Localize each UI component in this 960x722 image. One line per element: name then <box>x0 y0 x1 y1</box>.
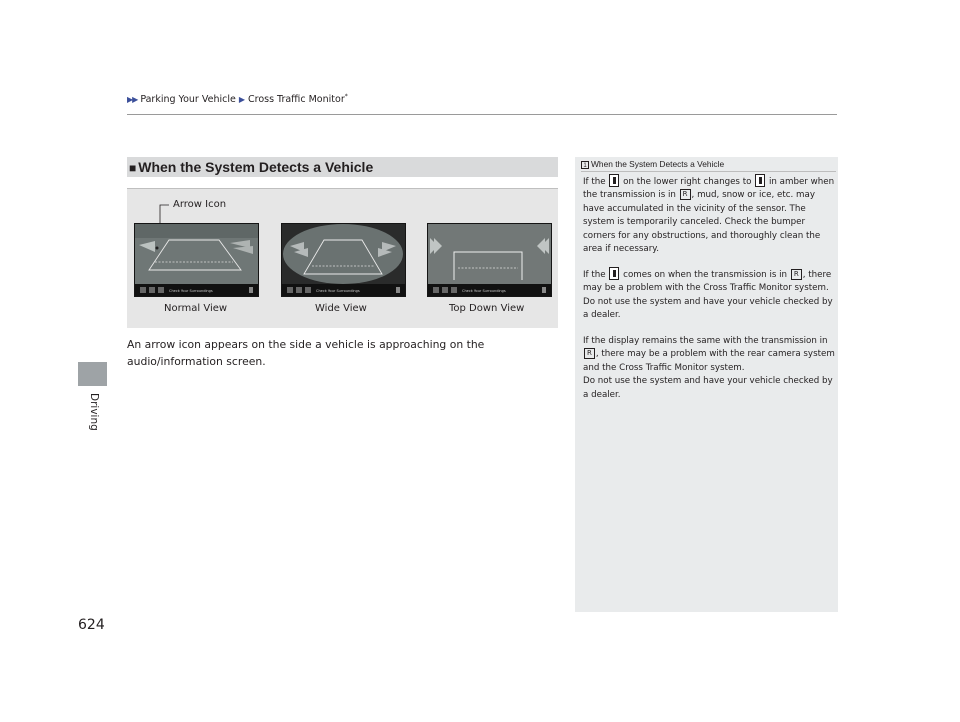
system-warning-icon <box>609 267 619 280</box>
breadcrumb-arrow-icon: ▶▶ <box>127 95 138 105</box>
top-down-view-screen <box>427 223 552 297</box>
svg-text:Check Your Surroundings: Check Your Surroundings <box>316 289 360 293</box>
side-note <box>575 157 838 612</box>
section-marker-icon: ■ <box>129 161 137 175</box>
reverse-gear-icon: R <box>680 189 691 200</box>
sensor-indicator-icon <box>609 174 619 187</box>
note-title: When the System Detects a Vehicle <box>591 159 725 169</box>
note-paragraph-2: If the comes on when the transmission is in R , there may be a problem with the Cross Traffic Monitor system. Do not use the system and have your vehicle checked by a dealer. <box>583 267 835 323</box>
breadcrumb-arrow-icon: ▶ <box>238 95 245 105</box>
wide-view-screen <box>281 223 406 297</box>
note-paragraph-1: If the on the lower right changes to in amber when the transmission is in R , mud, snow or ice, etc. may have accumulated in the vicinity of the sensor. The system is temporarily canceled. Check the bumper corners for any obstructions, and thoroughly clean the area if necessary. <box>583 174 835 256</box>
note-ref-icon: 1 <box>581 161 589 169</box>
note-rule <box>581 171 836 172</box>
note-paragraph-3: If the display remains the same with the transmission in R , there may be a problem with the rear camera system and the Cross Traffic Monitor system. Do not use the system and have your vehicle checked by a dealer. <box>583 336 835 400</box>
caption-normal-view: Normal View <box>164 303 228 314</box>
note-header <box>581 159 724 169</box>
sensor-off-indicator-icon <box>755 174 765 187</box>
section-title: When the System Detects a Vehicle <box>138 159 374 175</box>
normal-view-screen <box>134 223 259 297</box>
svg-text:Check Your Surroundings: Check Your Surroundings <box>169 289 213 293</box>
svg-text:Check Your Surroundings: Check Your Surroundings <box>462 289 506 293</box>
breadcrumb-item-parking: Parking Your Vehicle <box>140 94 236 106</box>
caption-top-down-view: Top Down View <box>449 303 525 314</box>
asterisk: * <box>344 93 348 100</box>
breadcrumb <box>127 93 348 105</box>
breadcrumb-item-cross-traffic: Cross Traffic Monitor <box>247 94 345 106</box>
body-paragraph: An arrow icon appears on the side a vehicle is approaching on the audio/information screen. <box>127 338 485 368</box>
page-number: 624 <box>78 617 105 633</box>
reverse-gear-icon: R <box>791 269 802 280</box>
section-header <box>127 157 558 177</box>
figure-panel <box>127 188 558 328</box>
reverse-gear-icon: R <box>584 348 595 359</box>
header-rule <box>127 114 837 115</box>
chapter-tab <box>78 362 107 386</box>
caption-wide-view: Wide View <box>315 303 367 314</box>
arrow-icon-label: Arrow Icon <box>173 199 227 210</box>
chapter-label: Driving <box>88 393 100 431</box>
